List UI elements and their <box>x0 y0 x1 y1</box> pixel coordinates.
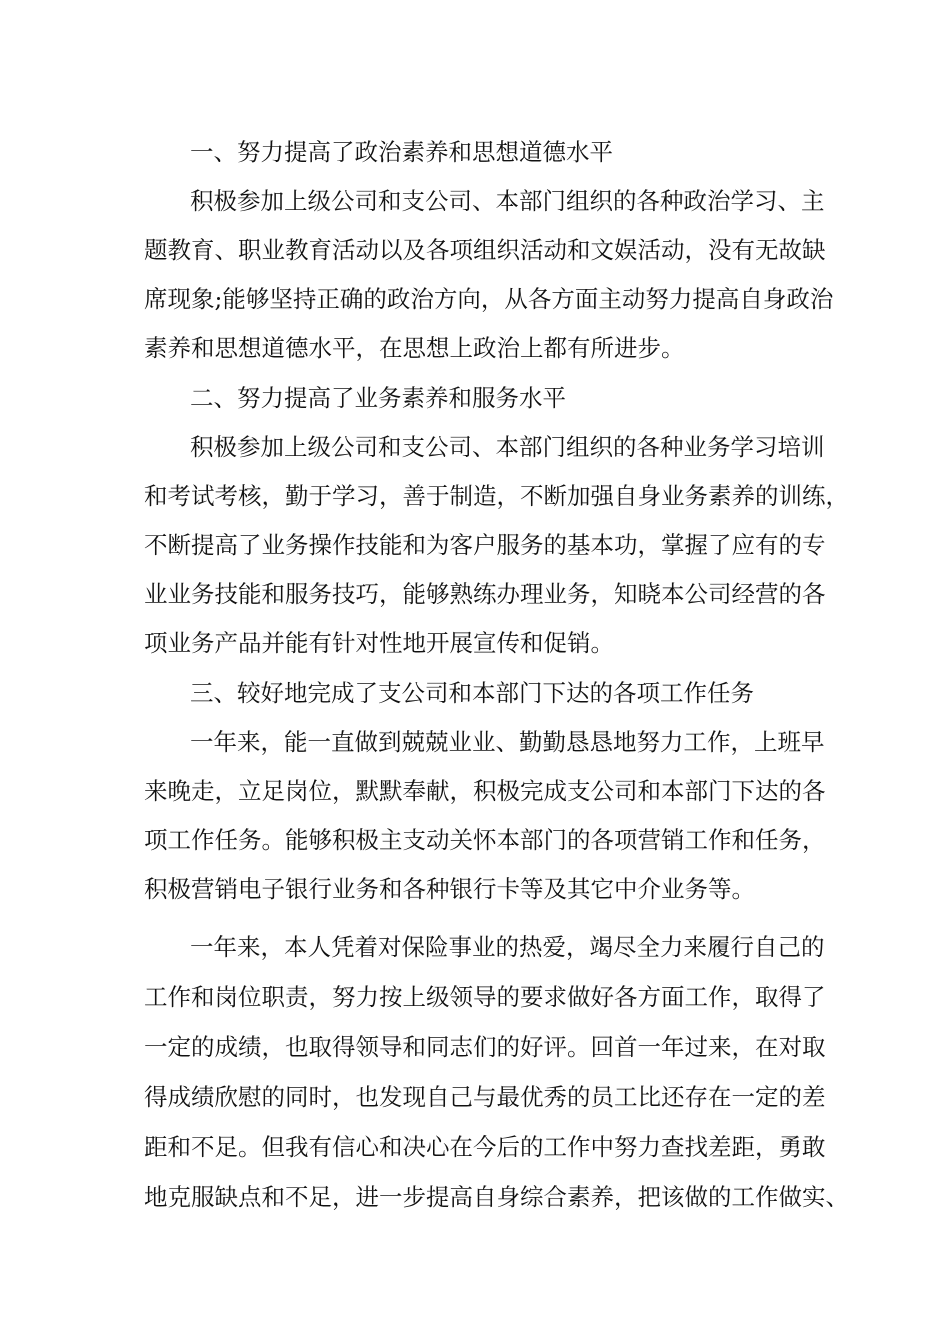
paragraph-line: 一年来，能一直做到兢兢业业、勤勤恳恳地努力工作，上班早 <box>190 728 825 756</box>
paragraph-line: 积极参加上级公司和支公司、本部门组织的各种业务学习培训 <box>190 433 825 461</box>
paragraph-line: 席现象;能够坚持正确的政治方向，从各方面主动努力提高自身政治 <box>144 285 834 313</box>
section-heading-1: 一、努力提高了政治素养和思想道德水平 <box>190 138 613 166</box>
section-heading-2: 二、努力提高了业务素养和服务水平 <box>190 384 566 412</box>
paragraph-line: 得成绩欣慰的同时，也发现自己与最优秀的员工比还存在一定的差 <box>144 1083 826 1111</box>
paragraph-line: 不断提高了业务操作技能和为客户服务的基本功，掌握了应有的专 <box>144 531 826 559</box>
paragraph-line: 业业务技能和服务技巧，能够熟练办理业务，知晓本公司经营的各 <box>144 580 826 608</box>
paragraph-line: 积极参加上级公司和支公司、本部门组织的各种政治学习、主 <box>190 187 825 215</box>
paragraph-line: 地克服缺点和不足，进一步提高自身综合素养，把该做的工作做实、 <box>144 1183 849 1211</box>
paragraph-line: 一年来，本人凭着对保险事业的热爱，竭尽全力来履行自己的 <box>190 933 825 961</box>
paragraph-line: 项工作任务。能够积极主支动关怀本部门的各项营销工作和任务， <box>144 826 826 854</box>
paragraph-line: 来晚走，立足岗位，默默奉献，积极完成支公司和本部门下达的各 <box>144 777 826 805</box>
paragraph-line: 项业务产品并能有针对性地开展宣传和促销。 <box>144 629 614 657</box>
paragraph-line: 一定的成绩，也取得领导和同志们的好评。回首一年过来，在对取 <box>144 1033 826 1061</box>
paragraph-line: 工作和岗位职责，努力按上级领导的要求做好各方面工作，取得了 <box>144 983 826 1011</box>
paragraph-line: 和考试考核，勤于学习，善于制造，不断加强自身业务素养的训练， <box>144 482 849 510</box>
section-heading-3: 三、较好地完成了支公司和本部门下达的各项工作任务 <box>190 679 754 707</box>
paragraph-line: 题教育、职业教育活动以及各项组织活动和文娱活动，没有无故缺 <box>144 236 826 264</box>
paragraph-line: 积极营销电子银行业务和各种银行卡等及其它中介业务等。 <box>144 875 755 903</box>
paragraph-line: 素养和思想道德水平，在思想上政治上都有所进步。 <box>144 334 685 362</box>
paragraph-line: 距和不足。但我有信心和决心在今后的工作中努力查找差距，勇敢 <box>144 1133 826 1161</box>
